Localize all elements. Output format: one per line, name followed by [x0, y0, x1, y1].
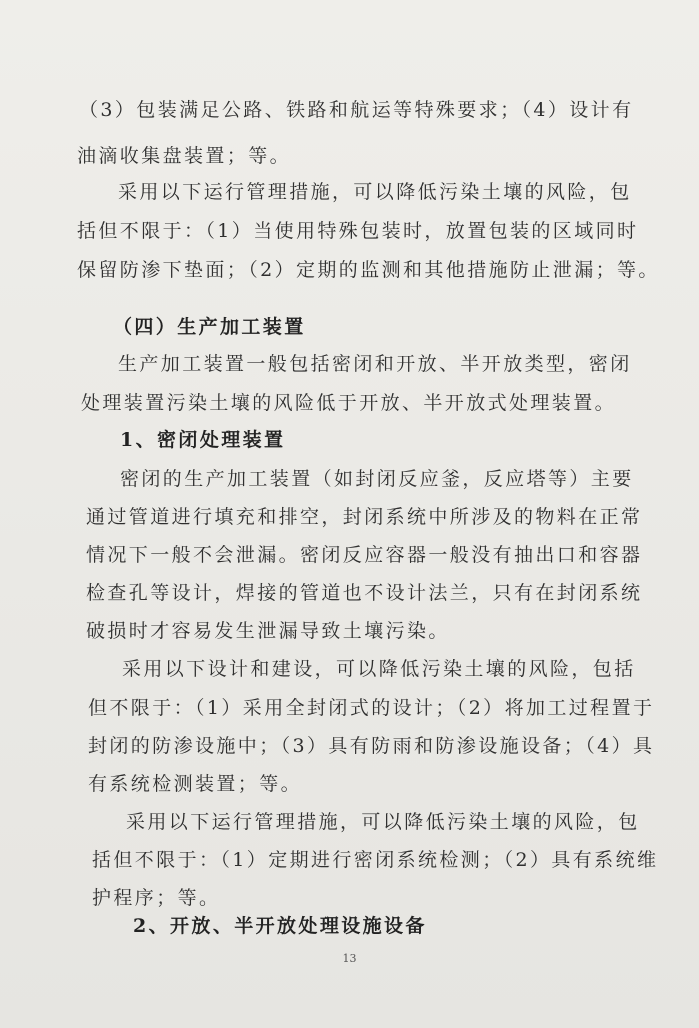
- text-line-7: 生产加工装置一般包括密闭和开放、半开放类型，密闭: [118, 353, 632, 375]
- text-line-15: 采用以下设计和建设，可以降低污染土壤的风险，包括: [122, 658, 636, 680]
- text-line-16: 但不限于：（1）采用全封闭式的设计；（2）将加工过程置于: [88, 697, 655, 719]
- text-line-3: 采用以下运行管理措施，可以降低污染土壤的风险，包: [118, 181, 632, 203]
- page-number: 13: [342, 952, 357, 965]
- text-line-13: 检查孔等设计，焊接的管道也不设计法兰，只有在封闭系统: [86, 582, 643, 604]
- text-line-8: 处理装置污染土壤的风险低于开放、半开放式处理装置。: [81, 392, 617, 414]
- text-line-14: 破损时才容易发生泄漏导致土壤污染。: [86, 620, 450, 642]
- subsection-heading-2: 2、开放、半开放处理设施设备: [133, 915, 427, 937]
- text-line-11: 通过管道进行填充和排空，封闭系统中所涉及的物料在正常: [86, 506, 643, 528]
- text-line-4: 括但不限于：（1）当使用特殊包装时，放置包装的区域同时: [77, 220, 639, 242]
- text-line-18: 有系统检测装置；等。: [88, 773, 303, 795]
- text-line-1: （3）包装满足公路、铁路和航运等特殊要求；（4）设计有: [79, 99, 634, 121]
- text-line-19: 采用以下运行管理措施，可以降低污染土壤的风险，包: [126, 811, 640, 833]
- text-line-17: 封闭的防渗设施中；（3）具有防雨和防渗设施设备；（4）具: [88, 735, 655, 757]
- text-line-5: 保留防渗下垫面；（2）定期的监测和其他措施防止泄漏；等。: [77, 259, 660, 281]
- text-line-21: 护程序；等。: [92, 887, 221, 909]
- text-line-10: 密闭的生产加工装置（如封闭反应釜，反应塔等）主要: [120, 468, 634, 490]
- subsection-heading-1: 1、密闭处理装置: [120, 429, 286, 451]
- text-line-12: 情况下一般不会泄漏。密闭反应容器一般没有抽出口和容器: [86, 544, 643, 566]
- section-heading-4: （四）生产加工装置: [113, 316, 306, 338]
- text-line-2: 油滴收集盘装置；等。: [77, 145, 292, 167]
- text-line-20: 括但不限于：（1）定期进行密闭系统检测；（2）具有系统维: [92, 849, 659, 871]
